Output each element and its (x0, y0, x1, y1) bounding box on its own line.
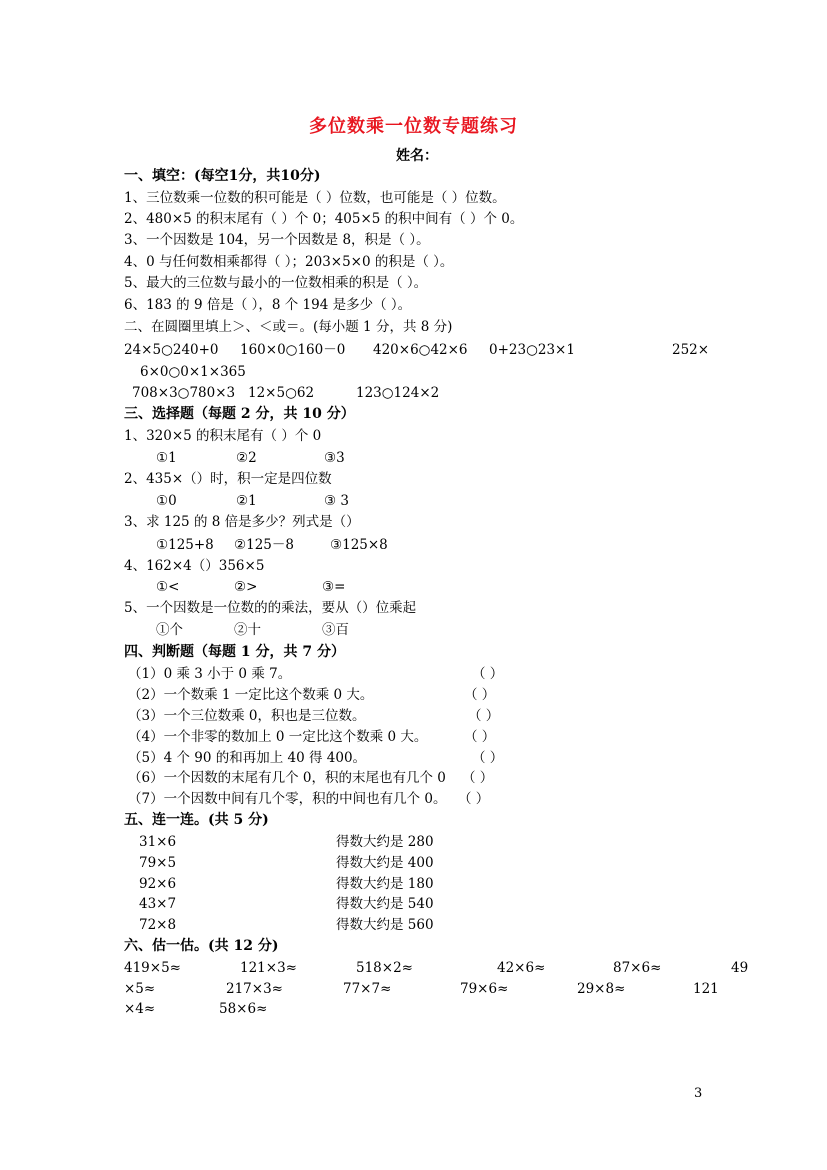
estimate-item: 518×2≈ (356, 960, 413, 976)
compare-item: 252× (672, 342, 710, 358)
judge-item: （4）一个非零的数加上 0 一定比这个数乘 0 大。 (128, 729, 428, 745)
judge-paren: （ ） (468, 708, 500, 724)
compare-item: 24×5○240+0 (124, 342, 219, 358)
choice-question-2: 2、435×（）时，积一定是四位数 (124, 471, 332, 487)
estimate-item: 419×5≈ (124, 960, 181, 976)
judge-item: （2）一个数乘 1 一定比这个数乘 0 大。 (128, 687, 374, 703)
match-left: 72×8 (139, 917, 177, 933)
compare-item: 160×0○160－0 (240, 342, 346, 358)
choice-option: ③3 (324, 450, 345, 466)
section-1-heading: 一、填空：(每空1分，共10分) (124, 168, 321, 184)
choice-option: ②2 (236, 450, 257, 466)
choice-option: ①0 (156, 493, 177, 509)
judge-item: （3）一个三位数乘 0，积也是三位数。 (128, 708, 366, 724)
judge-item: （7）一个因数中间有几个零，积的中间也有几个 0。 (128, 791, 447, 807)
fill-item-2: 2、480×5 的积末尾有（ ）个 0；405×5 的积中间有（ ）个 0。 (124, 211, 524, 227)
estimate-item: ×5≈ (124, 981, 156, 997)
choice-option: ③ 3 (324, 493, 349, 509)
choice-option: ②十 (234, 622, 261, 638)
choice-question-4: 4、162×4（）356×5 (124, 558, 265, 574)
estimate-item: 87×6≈ (613, 960, 662, 976)
section-6-heading: 六、估一估。(共 12 分) (124, 938, 279, 954)
estimate-item: 42×6≈ (497, 960, 546, 976)
compare-item: 123○124×2 (356, 385, 440, 401)
choice-option: ②125－8 (234, 537, 294, 553)
section-4-heading: 四、判断题（每题 1 分，共 7 分） (124, 644, 345, 660)
match-right: 得数大约是 400 (336, 855, 434, 871)
match-right: 得数大约是 560 (336, 917, 434, 933)
fill-item-3: 3、一个因数是 104，另一个因数是 8，积是（ ）。 (124, 232, 430, 248)
estimate-item: 58×6≈ (219, 1001, 268, 1017)
estimate-item: 121 (693, 981, 719, 997)
section-5-heading: 五、连一连。(共 5 分) (124, 812, 269, 828)
section-2-heading: 二、在圆圈里填上＞、＜或＝。(每小题 1 分，共 8 分) (124, 319, 453, 335)
judge-item: （1）0 乘 3 小于 0 乘 7。 (128, 666, 292, 682)
choice-question-5: 5、一个因数是一位数的的乘法，要从（）位乘起 (124, 600, 417, 616)
choice-option: ②1 (236, 493, 257, 509)
choice-option: ②> (234, 579, 258, 595)
section-3-heading: 三、选择题（每题 2 分，共 10 分） (124, 406, 355, 422)
choice-option: ①个 (156, 622, 183, 638)
judge-paren: （ ） (472, 666, 504, 682)
page-number: 3 (694, 1086, 703, 1101)
judge-item: （6）一个因数的末尾有几个 0，积的末尾也有几个 0 (128, 770, 446, 786)
choice-option: ③百 (322, 622, 349, 638)
fill-item-1: 1、三位数乘一位数的积可能是（ ）位数，也可能是（ ）位数。 (124, 190, 506, 206)
match-left: 31×6 (139, 834, 177, 850)
match-left: 92×6 (139, 876, 177, 892)
compare-item: 708×3○780×3 (132, 385, 236, 401)
match-left: 43×7 (139, 896, 177, 912)
choice-option: ①1 (156, 450, 177, 466)
fill-item-6: 6、183 的 9 倍是（ ），8 个 194 是多少（ ）。 (124, 297, 412, 313)
estimate-item: 29×8≈ (577, 981, 626, 997)
match-right: 得数大约是 540 (336, 896, 434, 912)
choice-option: ①125+8 (156, 537, 214, 553)
compare-item: 12×5○62 (248, 385, 315, 401)
estimate-item: 77×7≈ (343, 981, 392, 997)
compare-item: 0+23○23×1 (489, 342, 575, 358)
judge-paren: （ ） (458, 791, 490, 807)
judge-paren: （ ） (464, 687, 496, 703)
match-right: 得数大约是 280 (336, 834, 434, 850)
choice-option: ③125×8 (330, 537, 388, 553)
judge-item: （5）4 个 90 的和再加上 40 得 400。 (128, 750, 367, 766)
judge-paren: （ ） (464, 729, 496, 745)
match-right: 得数大约是 180 (336, 876, 434, 892)
choice-question-3: 3、求 125 的 8 倍是多少？列式是（） (124, 514, 360, 530)
fill-item-5: 5、最大的三位数与最小的一位数相乘的积是（ ）。 (124, 275, 428, 291)
compare-item: 420×6○42×6 (373, 342, 468, 358)
page-title: 多位数乘一位数专题练习 (309, 116, 518, 137)
name-label: 姓名： (396, 148, 438, 164)
judge-paren: （ ） (462, 770, 494, 786)
choice-question-1: 1、320×5 的积末尾有（ ）个 0 (124, 428, 322, 444)
estimate-item: ×4≈ (124, 1001, 156, 1017)
choice-option: ③= (322, 579, 346, 595)
choice-option: ①< (156, 579, 180, 595)
estimate-item: 217×3≈ (226, 981, 283, 997)
match-left: 79×5 (139, 855, 177, 871)
estimate-item: 79×6≈ (460, 981, 509, 997)
judge-paren: （ ） (472, 750, 504, 766)
fill-item-4: 4、0 与任何数相乘都得（ ）；203×5×0 的积是（ ）。 (124, 254, 454, 270)
estimate-item: 121×3≈ (240, 960, 297, 976)
compare-item: 6×0○0×1×365 (140, 364, 246, 380)
estimate-item: 49 (731, 960, 749, 976)
